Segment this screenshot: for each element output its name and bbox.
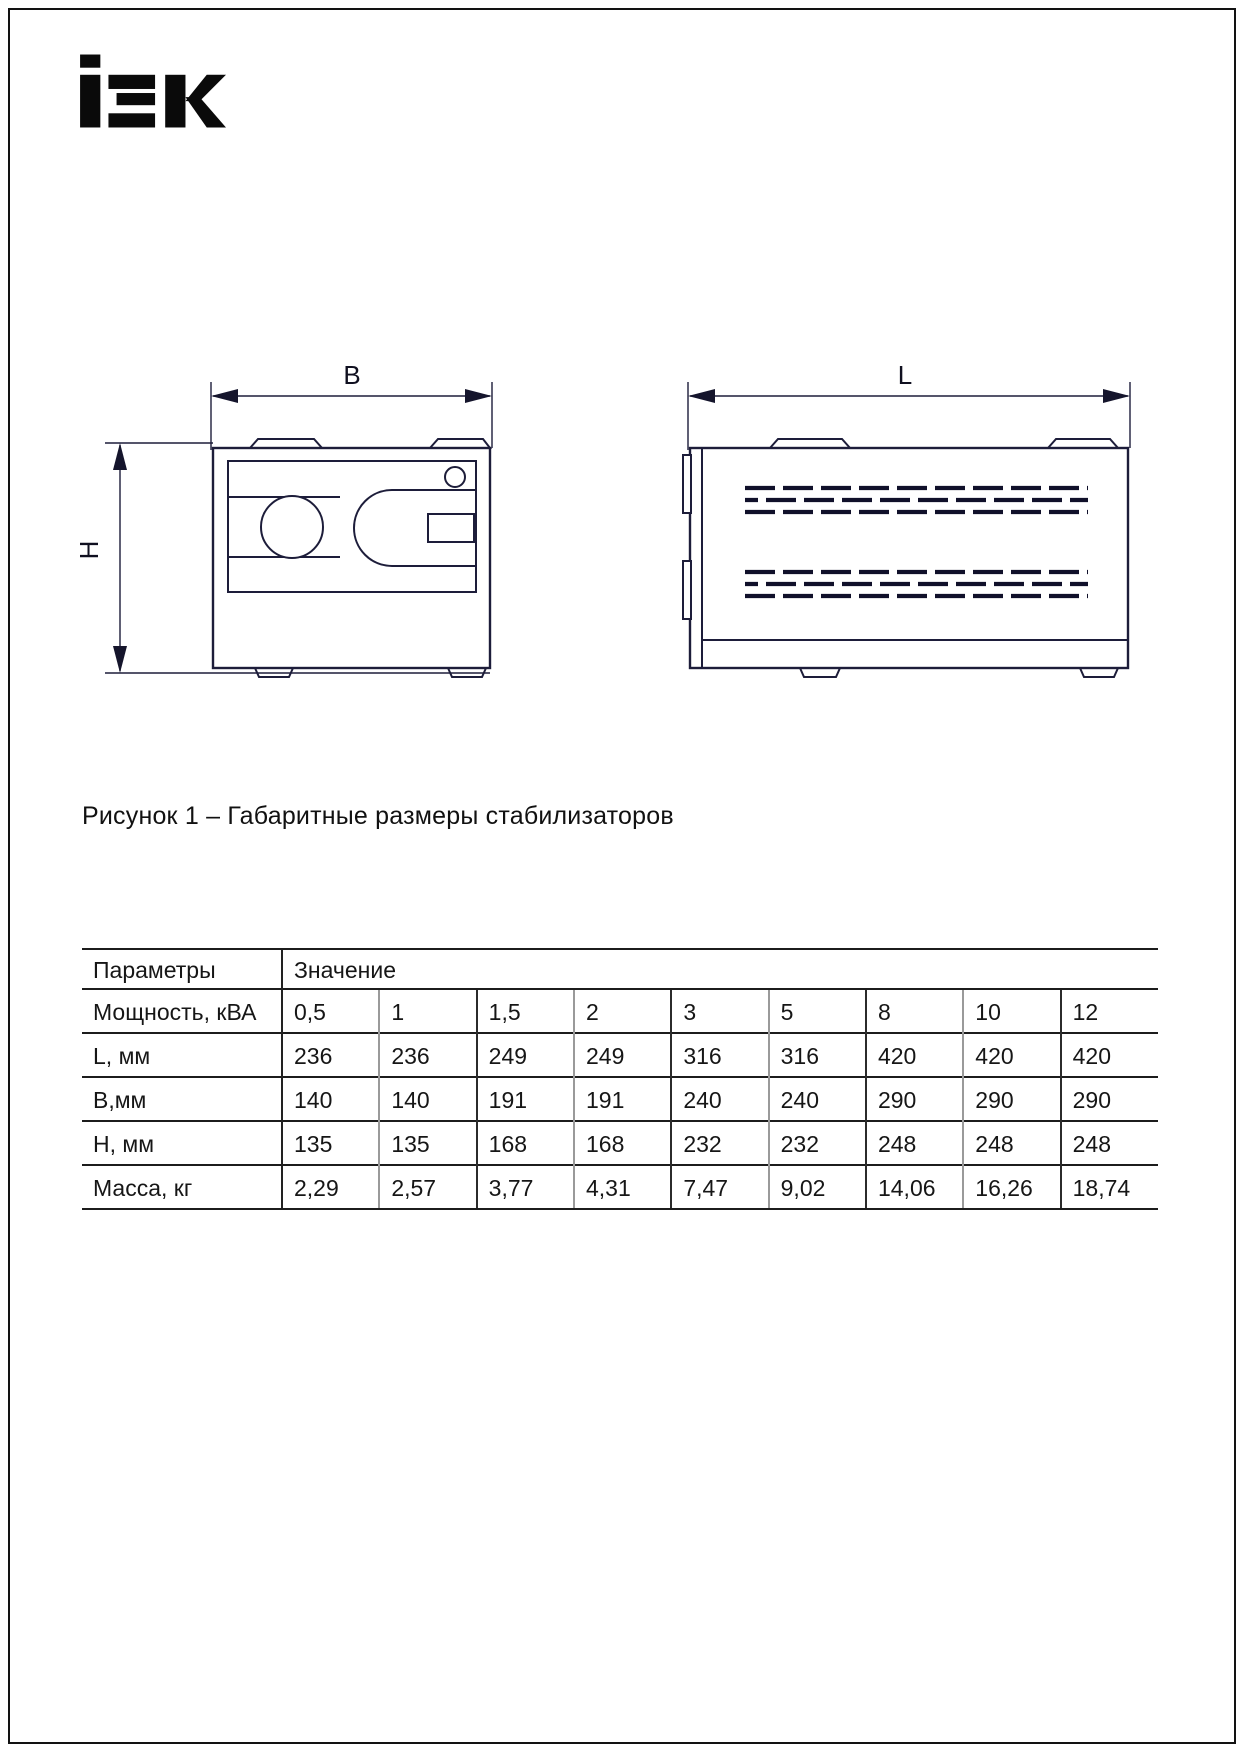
dimension-b-arrow-left	[211, 389, 238, 403]
dimension-l-arrow-left	[688, 389, 715, 403]
cell: 3,77	[477, 1165, 574, 1209]
logo-e-bottom-bar	[108, 113, 155, 127]
table-row-length	[82, 1033, 1158, 1077]
cell: 16,26	[963, 1165, 1060, 1209]
logo-k-stem	[165, 75, 185, 128]
page-border	[8, 8, 1236, 1744]
display-window	[354, 490, 476, 566]
side-top-tab-right	[1048, 439, 1118, 448]
vent-slots-upper	[745, 488, 1088, 512]
table-row-power	[82, 989, 1158, 1033]
cell: 316	[671, 1033, 768, 1077]
cell: 10	[963, 989, 1060, 1033]
iek-logo	[74, 50, 226, 132]
side-latch-bottom	[683, 561, 691, 619]
logo-i-stem	[80, 75, 100, 128]
figure-dimensional-drawings	[0, 310, 1244, 690]
cell: 9,02	[769, 1165, 866, 1209]
table-row-mass	[82, 1165, 1158, 1209]
iek-logo-graphic	[74, 50, 226, 132]
front-top-tab-left	[250, 439, 322, 448]
cell: 191	[477, 1077, 574, 1121]
cell: 232	[769, 1121, 866, 1165]
row-label: В,мм	[82, 1077, 282, 1121]
figure-caption: Рисунок 1 – Габаритные размеры стабилизаторов	[82, 802, 674, 830]
row-label: L, мм	[82, 1033, 282, 1077]
cell: 232	[671, 1121, 768, 1165]
cell: 12	[1061, 989, 1158, 1033]
vent-slots-lower	[745, 572, 1088, 596]
table-row-height	[82, 1121, 1158, 1165]
cell: 7,47	[671, 1165, 768, 1209]
logo-k-lower-arm	[185, 97, 226, 127]
cell: 290	[1061, 1077, 1158, 1121]
cell: 2,57	[379, 1165, 476, 1209]
cell: 191	[574, 1077, 671, 1121]
cell: 249	[574, 1033, 671, 1077]
logo-i-dot	[80, 55, 100, 68]
cell: 420	[1061, 1033, 1158, 1077]
dimension-l-arrow-right	[1103, 389, 1130, 403]
dimension-b-arrow-right	[465, 389, 492, 403]
front-top-tab-right	[430, 439, 490, 448]
cell: 135	[282, 1121, 379, 1165]
cell: 168	[574, 1121, 671, 1165]
cell: 316	[769, 1033, 866, 1077]
table-row-width	[82, 1077, 1158, 1121]
row-label: Масса, кг	[82, 1165, 282, 1209]
spec-table-wrap	[82, 948, 1158, 1210]
cell: 248	[1061, 1121, 1158, 1165]
cell: 290	[866, 1077, 963, 1121]
cell: 5	[769, 989, 866, 1033]
table-header-row	[82, 949, 1158, 989]
side-foot-right	[1080, 668, 1118, 677]
side-foot-left	[800, 668, 840, 677]
cell: 290	[963, 1077, 1060, 1121]
header-param-cell: Параметры	[82, 949, 282, 989]
cell: 236	[282, 1033, 379, 1077]
cell: 18,74	[1061, 1165, 1158, 1209]
cell: 2,29	[282, 1165, 379, 1209]
row-label: Мощность, кВА	[82, 989, 282, 1033]
cell: 140	[282, 1077, 379, 1121]
header-value-cell: Значение	[282, 949, 1158, 989]
cell: 0,5	[282, 989, 379, 1033]
cell: 248	[866, 1121, 963, 1165]
side-latch-top	[683, 455, 691, 513]
row-label: Н, мм	[82, 1121, 282, 1165]
spec-table	[82, 948, 1158, 1210]
drawings-canvas	[0, 310, 1244, 690]
cell: 1	[379, 989, 476, 1033]
cell: 8	[866, 989, 963, 1033]
cell: 240	[769, 1077, 866, 1121]
cell: 2	[574, 989, 671, 1033]
side-top-tab-left	[770, 439, 850, 448]
dimension-h-label: H	[74, 540, 104, 560]
indicator-circle	[445, 467, 465, 487]
cell: 420	[963, 1033, 1060, 1077]
cell: 248	[963, 1121, 1060, 1165]
cell: 4,31	[574, 1165, 671, 1209]
side-view	[683, 360, 1130, 677]
cell: 14,06	[866, 1165, 963, 1209]
dimension-h-arrow-top	[113, 443, 127, 470]
dimension-l-label: L	[897, 360, 913, 390]
cell: 140	[379, 1077, 476, 1121]
dimension-h-arrow-bottom	[113, 646, 127, 673]
side-body-outline	[690, 448, 1128, 668]
cell: 420	[866, 1033, 963, 1077]
knob-circle	[261, 496, 323, 558]
front-view	[74, 360, 492, 677]
cell: 249	[477, 1033, 574, 1077]
cell: 3	[671, 989, 768, 1033]
cell: 1,5	[477, 989, 574, 1033]
cell: 240	[671, 1077, 768, 1121]
cell: 135	[379, 1121, 476, 1165]
logo-e-top-bar	[108, 75, 155, 89]
cell: 168	[477, 1121, 574, 1165]
cell: 236	[379, 1033, 476, 1077]
dimension-b-label: B	[343, 360, 361, 390]
logo-e-mid-bar	[117, 93, 156, 105]
